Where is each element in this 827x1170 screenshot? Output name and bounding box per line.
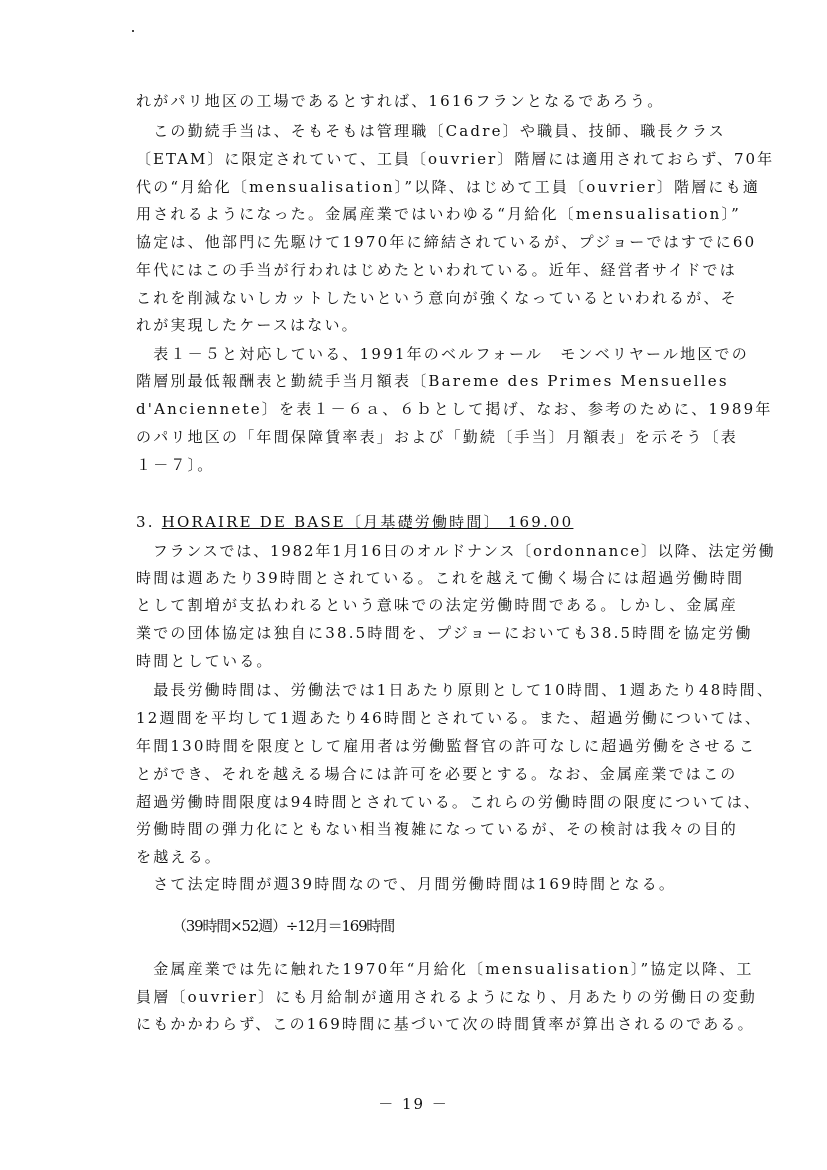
text-line: として割増が支払われるという意味での法定労働時間である。しかし、金属産 xyxy=(136,596,739,614)
text-line: 金属産業では先に触れた1970年“月給化〔mensualisation〕”協定以降、工 xyxy=(136,960,754,978)
text-line: のパリ地区の「年間保障賃率表」および「勤続〔手当〕月額表」を示そう〔表 xyxy=(136,428,739,446)
text-line: これを削減ないしカットしたいという意向が強くなっているといわれるが、そ xyxy=(136,289,738,307)
text-line: d'Anciennete〕を表１－６ａ、６ｂとして掲げ、なお、参考のために、1989年 xyxy=(136,400,773,418)
section-title-underlined: HORAIRE DE BASE xyxy=(161,513,346,531)
scan-speck xyxy=(132,30,134,32)
text-line: 員層〔ouvrier〕にも月給制が適用されるようになり、月あたりの労働日の変動 xyxy=(136,988,757,1006)
text-line: にもかかわらず、この169時間に基づいて次の時間賃率が算出されるのである。 xyxy=(136,1015,755,1033)
text-line: 用されるようになった。金属産業ではいわゆる“月給化〔mensualisation〕” xyxy=(136,205,742,223)
text-line: れが実現したケースはない。 xyxy=(136,316,359,334)
text-line: 〔ETAM〕に限定されていて、工員〔ouvrier〕階層には適用されておらず、70年 xyxy=(136,150,775,168)
section-number: 3. xyxy=(136,513,155,531)
text-line: 最長労働時間は、労働法では1日あたり原則として10時間、1週あたり48時間、 xyxy=(136,681,775,699)
section-heading xyxy=(136,514,756,531)
text-line: 階層別最低報酬表と勤続手当月額表〔Bareme des Primes Mensuelles xyxy=(136,372,729,390)
text-line: れがパリ地区の工場であるとすれば、1616フランとなるであろう。 xyxy=(136,92,665,110)
text-line: とができ、それを越える場合には許可を必要とする。なお、金属産業ではこの xyxy=(136,765,738,783)
text-line: を越える。 xyxy=(136,848,223,866)
text-line: 時間としている。 xyxy=(136,652,274,670)
page-number: － 19 － xyxy=(378,1095,449,1113)
text-line: 年代にはこの手当が行われはじめたといわれている。近年、経営者サイドでは xyxy=(136,261,737,279)
section-title-rest: 〔月基礎労働時間〕 169.00 xyxy=(345,513,574,531)
text-line: フランスでは、1982年1月16日のオルドナンス〔ordonnance〕以降、法定労働 xyxy=(136,542,776,560)
text-line: 時間は週あたり39時間とされている。これを越えて働く場合には超過労働時間 xyxy=(136,569,745,587)
text-line: 業での団体協定は独自に38.5時間を、プジョーにおいても38.5時間を協定労働 xyxy=(136,624,753,642)
text-line: 年間130時間を限度として雇用者は労働監督官の許可なしに超過労働をさせるこ xyxy=(136,737,757,755)
text-line: 労働時間の弾力化にともない相当複雑になっているが、その検討は我々の目的 xyxy=(136,820,739,838)
text-line: 超過労働時間限度は94時間とされている。これらの労働時間の限度については、 xyxy=(136,793,762,811)
text-line: 12週間を平均して1週あたり46時間とされている。また、超過労働については、 xyxy=(136,709,763,727)
text-line: １－７〕。 xyxy=(136,456,215,474)
text-line: この勤続手当は、そもそもは管理職〔Cadre〕や職員、技師、職長クラス xyxy=(136,122,726,140)
text-line: さて法定時間が週39時間なので、月間労働時間は169時間となる。 xyxy=(136,875,677,893)
text-line: 協定は、他部門に先駆けて1970年に締結されているが、プジョーではすでに60 xyxy=(136,233,757,251)
text-line: 代の“月給化〔mensualisation〕”以降、はじめて工員〔ouvrier〕階層にも適 xyxy=(136,178,761,196)
formula: （39時間×52週）÷12月＝169時間 xyxy=(172,917,395,935)
text-line: 表１－５と対応している、1991年のベルフォール モンベリヤール地区での xyxy=(136,345,749,363)
